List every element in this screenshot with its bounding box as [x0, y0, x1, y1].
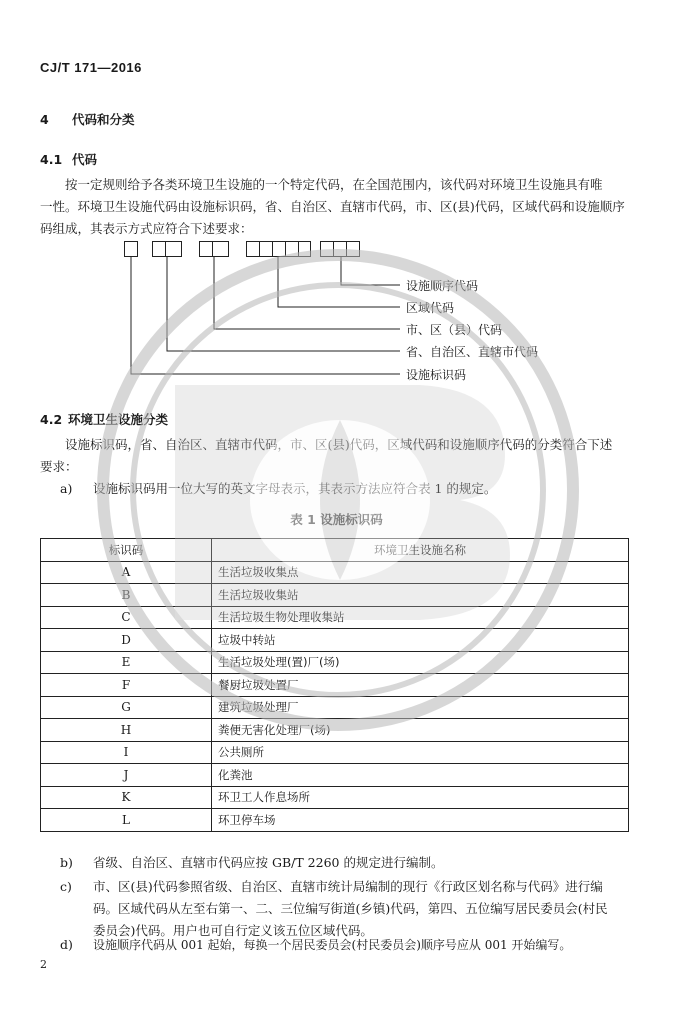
- table-cell-name: 环卫工人作息场所: [212, 786, 629, 809]
- section-number: 4.2: [40, 412, 63, 427]
- section-4-2-heading: [40, 410, 168, 428]
- table-cell-name: 生活垃圾生物处理收集站: [212, 606, 629, 629]
- table-cell-code: E: [41, 651, 212, 674]
- table-cell-name: 公共厕所: [212, 741, 629, 764]
- table-cell-name: 化粪池: [212, 764, 629, 787]
- table-row: [41, 674, 629, 697]
- table-caption: 表 1 设施标识码: [290, 512, 383, 527]
- item-text: 设施顺序代码从 001 起始，每换一个居民委员会(村民委员会)顺序号应从 001 开始编写。: [93, 938, 572, 952]
- section-title: 代码和分类: [72, 112, 135, 127]
- item-label: b): [60, 855, 73, 870]
- paragraph-line: 要求：: [40, 459, 78, 474]
- column-header: 标识码: [41, 539, 212, 562]
- table-cell-name: 垃圾中转站: [212, 629, 629, 652]
- paragraph-4-2: [40, 434, 630, 478]
- table-cell-name: 生活垃圾收集站: [212, 584, 629, 607]
- table-cell-code: A: [41, 561, 212, 584]
- table-cell-name: 生活垃圾收集点: [212, 561, 629, 584]
- label-facility-id: 设施标识码: [406, 368, 467, 382]
- table-row: [41, 561, 629, 584]
- item-text: [93, 876, 630, 942]
- table-cell-code: F: [41, 674, 212, 697]
- column-header: 环境卫生设施名称: [212, 539, 629, 562]
- table-row: [41, 719, 629, 742]
- item-text: 设施标识码用一位大写的英文字母表示，其表示方法应符合表 1 的规定。: [93, 481, 497, 496]
- table-cell-name: 建筑垃圾处理厂: [212, 696, 629, 719]
- label-region-code: 区域代码: [406, 301, 455, 315]
- table-cell-name: 环卫停车场: [212, 809, 629, 832]
- facility-id-table: [40, 538, 629, 832]
- item-label: c): [60, 879, 72, 894]
- table-row: [41, 629, 629, 652]
- table-row: [41, 651, 629, 674]
- table-cell-code: K: [41, 786, 212, 809]
- section-title: 代码: [72, 152, 98, 167]
- label-city-code: 市、区（县）代码: [406, 323, 503, 337]
- table-header-row: [41, 539, 629, 562]
- table-row: [41, 809, 629, 832]
- paragraph-line: 码组成，其表示方式应符合下述要求：: [40, 221, 253, 236]
- label-province-code: 省、自治区、直辖市代码: [406, 345, 539, 359]
- table-row: [41, 764, 629, 787]
- table-row: [41, 696, 629, 719]
- table-cell-code: B: [41, 584, 212, 607]
- paragraph-line: 按一定规则给予各类环境卫生设施的一个特定代码，在全国范围内，该代码对环境卫生设施具有唯: [65, 177, 603, 192]
- paragraph-line: 一性。环境卫生设施代码由设施标识码，省、自治区、直辖市代码，市、区(县)代码，区域代码和设施顺序: [40, 199, 625, 214]
- label-sequence-code: 设施顺序代码: [406, 279, 479, 293]
- item-label: d): [60, 937, 73, 952]
- table-row: [41, 741, 629, 764]
- table-cell-code: H: [41, 719, 212, 742]
- table-row: [41, 606, 629, 629]
- item-text: 省级、自治区、直辖市代码应按 GB/T 2260 的规定进行编制。: [93, 855, 444, 870]
- item-line: 码。区域代码从左至右第一、二、三位编写街道(乡镇)代码，第四、五位编写居民委员会(村民: [93, 901, 608, 916]
- section-title: 环境卫生设施分类: [68, 412, 169, 427]
- table-cell-code: C: [41, 606, 212, 629]
- item-label: a): [60, 481, 73, 496]
- diagram-leader-lines: [0, 0, 673, 400]
- item-line: 委员会)代码。用户也可自行定义该五位区域代码。: [93, 923, 373, 938]
- item-line: 市、区(县)代码参照省级、自治区、直辖市统计局编制的现行《行政区划名称与代码》进行编: [93, 879, 603, 894]
- section-number: 4: [40, 112, 49, 127]
- section-number: 4.1: [40, 152, 63, 167]
- table-row: [41, 786, 629, 809]
- table-cell-name: 粪便无害化处理厂(场): [212, 719, 629, 742]
- table-cell-code: I: [41, 741, 212, 764]
- table-cell-name: 餐厨垃圾处置厂: [212, 674, 629, 697]
- paragraph-line: 设施标识码，省、自治区、直辖市代码，市、区(县)代码，区域代码和设施顺序代码的分类符合下述: [65, 437, 613, 452]
- table-cell-code: J: [41, 764, 212, 787]
- list-item-c: [60, 876, 630, 942]
- table-row: [41, 584, 629, 607]
- page-number: 2: [40, 958, 47, 971]
- table-cell-code: G: [41, 696, 212, 719]
- table-cell-code: D: [41, 629, 212, 652]
- table-cell-name: 生活垃圾处理(置)厂(场): [212, 651, 629, 674]
- standard-code: CJ/T 171—2016: [40, 60, 142, 75]
- table-cell-code: L: [41, 809, 212, 832]
